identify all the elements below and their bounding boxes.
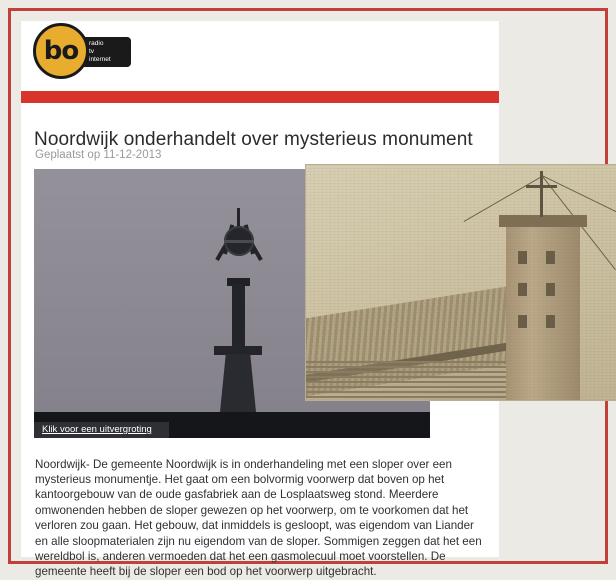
photo-enlarge-link[interactable]: Klik voor een uitvergroting <box>34 422 169 438</box>
monument-pedestal <box>220 354 256 412</box>
site-logo[interactable] <box>33 23 133 79</box>
logo-tagline-line-3: internet <box>89 56 111 63</box>
monument-globe-band <box>224 240 254 243</box>
article-dateline: Geplaatst op 11-12-2013 <box>35 149 162 161</box>
article-body: Noordwijk- De gemeente Noordwijk is in onderhandeling met een sloper over een mysterieus monumentje. Het gaat om een bolvormig voorwerp dat boven op het kantoorgebouw van de oude gasfabriek aan de Losplaatsweg stond. Meerdere omwonenden hebben de sloper gewezen op het voorwerp, om te voorkomen dat het verloren zou gaan. Het gebouw, dat inmiddels is gesloopt, was eigendom van Liander en alle sloopmaterialen zijn nu eigendom van de sloper. Sommigen zeggen dat het een wereldbol is, anderen vermoeden dat het een gasmolecuul moet voorstellen. De gemeente heeft bij de sloper een bod op het voorwerp uitgebracht. <box>35 457 482 579</box>
logo-tagline-line-1: radio <box>89 40 104 47</box>
brand-divider-bar <box>21 91 499 103</box>
monument-pedestal-cap <box>214 346 262 355</box>
logo-tagline-line-2: tv <box>89 48 95 55</box>
monument-shaft <box>232 284 245 346</box>
inset-grain-overlay <box>306 165 616 400</box>
page-frame <box>8 8 608 579</box>
page-title: Noordwijk onderhandelt over mysterieus monument <box>34 128 473 150</box>
article-inset-photo[interactable] <box>306 165 616 400</box>
logo-wordmark: bo <box>43 36 79 66</box>
